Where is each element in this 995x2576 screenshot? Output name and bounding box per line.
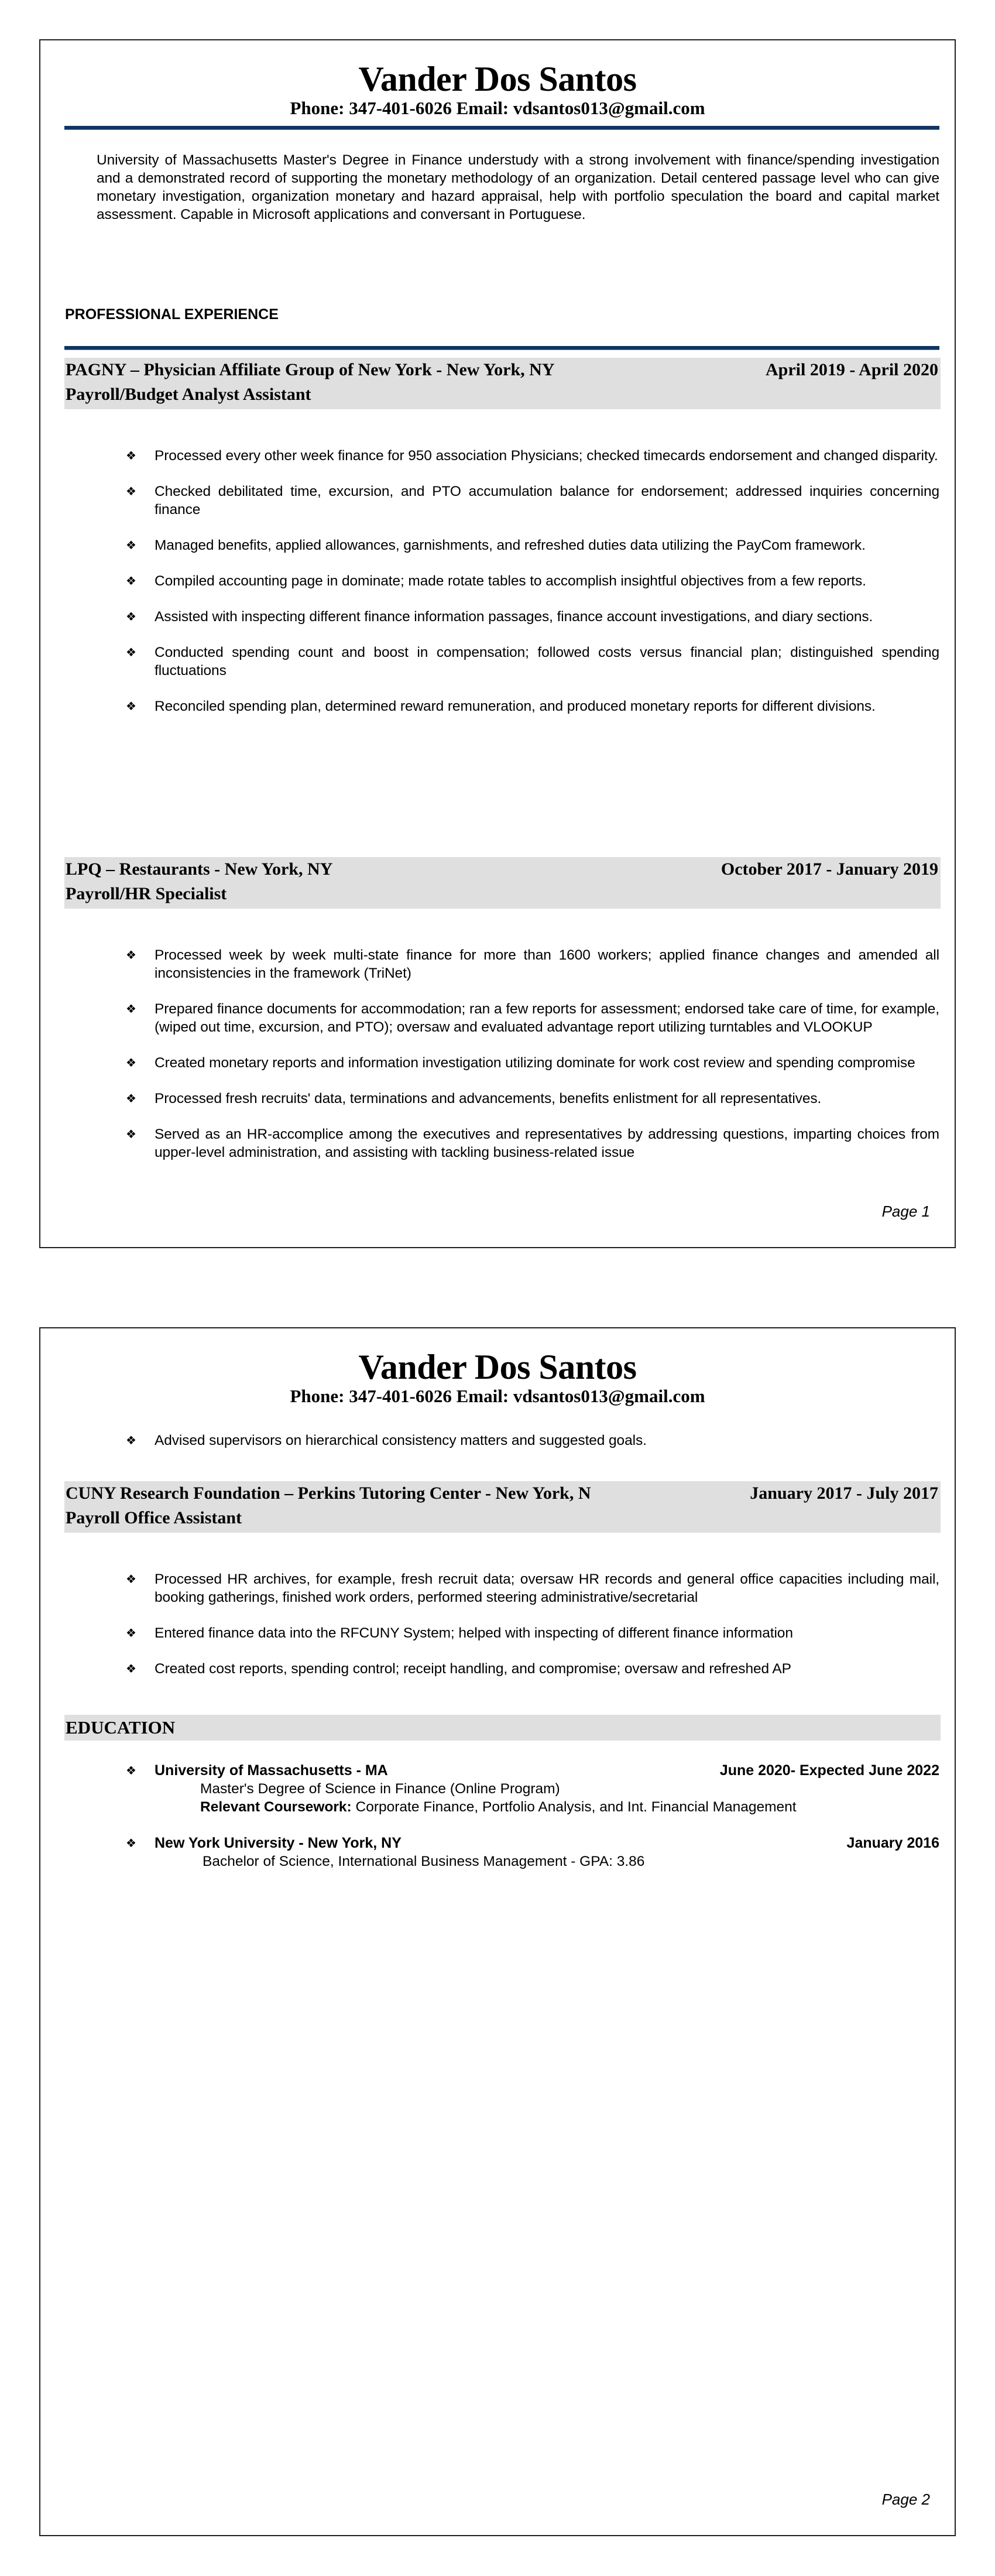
candidate-name: Vander Dos Santos: [358, 60, 637, 98]
resume-page-2: [39, 1327, 956, 2536]
job-bullet: ❖ Prepared finance documents for accommodation; ran a few reports for assessment; endorsed take care of time, for example, (wiped out time, excursion, and PTO); oversaw and evaluated advantage report utilizing turntables and VLOOKUP: [126, 1001, 939, 1035]
job-bullets-lpq: [126, 946, 939, 1162]
education-school: New York University - New York, NY: [155, 1835, 402, 1851]
diamond-bullet-icon: ❖: [126, 1002, 136, 1016]
job-bullets-lpq-continued: [126, 1431, 939, 1450]
job-bullet: ❖ Processed week by week multi-state finance for more than 1600 workers; applied finance changes and amended all inconsistencies in the framework (TriNet): [126, 947, 939, 981]
candidate-name: Vander Dos Santos: [358, 1348, 637, 1386]
coursework-label: Relevant Coursework:: [200, 1799, 352, 1815]
education-item-nyu: [126, 1834, 939, 1871]
job-bullet: ❖ Reconciled spending plan, determined reward remuneration, and produced monetary reports for different divisions.: [126, 698, 876, 714]
job-bullet: ❖ Assisted with inspecting different finance information passages, finance account investigations, and diary sections.: [126, 609, 873, 625]
job-employer: PAGNY – Physician Affiliate Group of New York - New York, NY: [66, 360, 555, 379]
coursework-value: Corporate Finance, Portfolio Analysis, and Int. Financial Management: [351, 1799, 797, 1815]
diamond-bullet-icon: ❖: [126, 484, 136, 498]
job-title: Payroll/Budget Analyst Assistant: [66, 385, 311, 404]
job-dates: January 2017 - July 2017: [750, 1484, 938, 1503]
job-dates: April 2019 - April 2020: [765, 360, 938, 379]
job-bullets-cuny: [126, 1570, 939, 1678]
education-degree: Bachelor of Science, International Business Management - GPA: 3.86: [203, 1854, 645, 1869]
education-coursework: [126, 1798, 939, 1816]
job-bullet: ❖ Created cost reports, spending control; receipt handling, and compromise; oversaw and refreshed AP: [126, 1661, 791, 1677]
job-bullet: ❖ Served as an HR-accomplice among the executives and representatives by addressing questions, imparting choices from upper-level administration, and assisting with tackling business-related issue: [126, 1126, 939, 1160]
job-bullet: ❖ Advised supervisors on hierarchical consistency matters and suggested goals.: [126, 1433, 647, 1448]
diamond-bullet-icon: ❖: [126, 948, 136, 962]
education-item-umass: [126, 1762, 939, 1816]
diamond-bullet-icon: ❖: [126, 538, 136, 552]
diamond-bullet-icon: ❖: [126, 1662, 136, 1676]
diamond-bullet-icon: ❖: [126, 1626, 136, 1640]
job-bullet: ❖ Created monetary reports and information investigation utilizing dominate for work cost review and spending compromise: [126, 1055, 915, 1071]
diamond-bullet-icon: ❖: [126, 574, 136, 588]
job-bullet: ❖ Processed HR archives, for example, fresh recruit data; oversaw HR records and general office capacities including mail, booking gatherings, finished work orders, performed steering administrative/secretarial: [126, 1571, 939, 1605]
professional-summary: University of Massachusetts Master's Degree in Finance understudy with a strong involvement with finance/spending investigation and a demonstrated record of supporting the monetary methodology of an organization. Detail centered passage level who can give monetary investigation, organization monetary and hazard appraisal, help with portfolio speculation the board and capital market assessment. Capable in Microsoft applications and conversant in Portuguese.: [97, 152, 939, 222]
job-employer: LPQ – Restaurants - New York, NY: [66, 859, 333, 879]
diamond-bullet-icon: ❖: [126, 1056, 136, 1070]
experience-rule: [64, 346, 939, 350]
education-dates: January 2016: [846, 1835, 939, 1851]
education-dates: June 2020- Expected June 2022: [719, 1762, 939, 1779]
job-dates: October 2017 - January 2019: [720, 859, 938, 879]
diamond-bullet-icon: ❖: [126, 448, 136, 463]
job-employer: CUNY Research Foundation – Perkins Tutoring Center - New York, N: [66, 1484, 591, 1503]
job-header-pagny: [64, 358, 941, 409]
diamond-bullet-icon: ❖: [126, 1433, 136, 1447]
job-bullet: ❖ Compiled accounting page in dominate; made rotate tables to accomplish insightful objectives from a few reports.: [126, 573, 866, 589]
header-rule: [64, 126, 939, 130]
education-school: University of Massachusetts - MA: [155, 1762, 388, 1779]
page-number: Page 1: [881, 1203, 930, 1220]
job-bullet: ❖ Checked debilitated time, excursion, and PTO accumulation balance for endorsement; addressed inquiries concerning finance: [126, 484, 939, 518]
contact-line: Phone: 347-401-6026 Email: vdsantos013@gmail.com: [290, 1386, 705, 1406]
diamond-bullet-icon: ❖: [126, 1572, 136, 1586]
job-bullet: ❖ Entered finance data into the RFCUNY System; helped with inspecting of different finance information: [126, 1625, 793, 1641]
diamond-bullet-icon: ❖: [126, 645, 136, 659]
job-bullet: ❖ Conducted spending count and boost in compensation; followed costs versus financial plan; distinguished spending fluctuations: [126, 645, 939, 679]
job-bullets-pagny: [126, 447, 939, 715]
job-bullet: ❖ Managed benefits, applied allowances, garnishments, and refreshed duties data utilizing the PayCom framework.: [126, 537, 866, 553]
job-title: Payroll/HR Specialist: [66, 884, 227, 903]
job-bullet: ❖ Processed fresh recruits' data, terminations and advancements, benefits enlistment for all representatives.: [126, 1091, 822, 1107]
resume-page-1: [39, 39, 956, 1248]
experience-section-heading: PROFESSIONAL EXPERIENCE: [65, 306, 279, 323]
diamond-bullet-icon: ❖: [126, 609, 136, 624]
diamond-bullet-icon: ❖: [126, 1763, 136, 1777]
education-section-heading: EDUCATION: [64, 1715, 941, 1741]
job-bullet: ❖ Processed every other week finance for 950 association Physicians; checked timecards endorsement and changed disparity.: [126, 448, 938, 464]
diamond-bullet-icon: ❖: [126, 1091, 136, 1105]
job-header-lpq: [64, 857, 941, 909]
diamond-bullet-icon: ❖: [126, 699, 136, 713]
job-title: Payroll Office Assistant: [66, 1508, 242, 1527]
diamond-bullet-icon: ❖: [126, 1127, 136, 1141]
education-degree: Master's Degree of Science in Finance (Online Program): [200, 1781, 560, 1797]
diamond-bullet-icon: ❖: [126, 1836, 136, 1850]
contact-line: Phone: 347-401-6026 Email: vdsantos013@gmail.com: [290, 98, 705, 118]
page-number: Page 2: [881, 2491, 930, 2508]
job-header-cuny: [64, 1481, 941, 1533]
